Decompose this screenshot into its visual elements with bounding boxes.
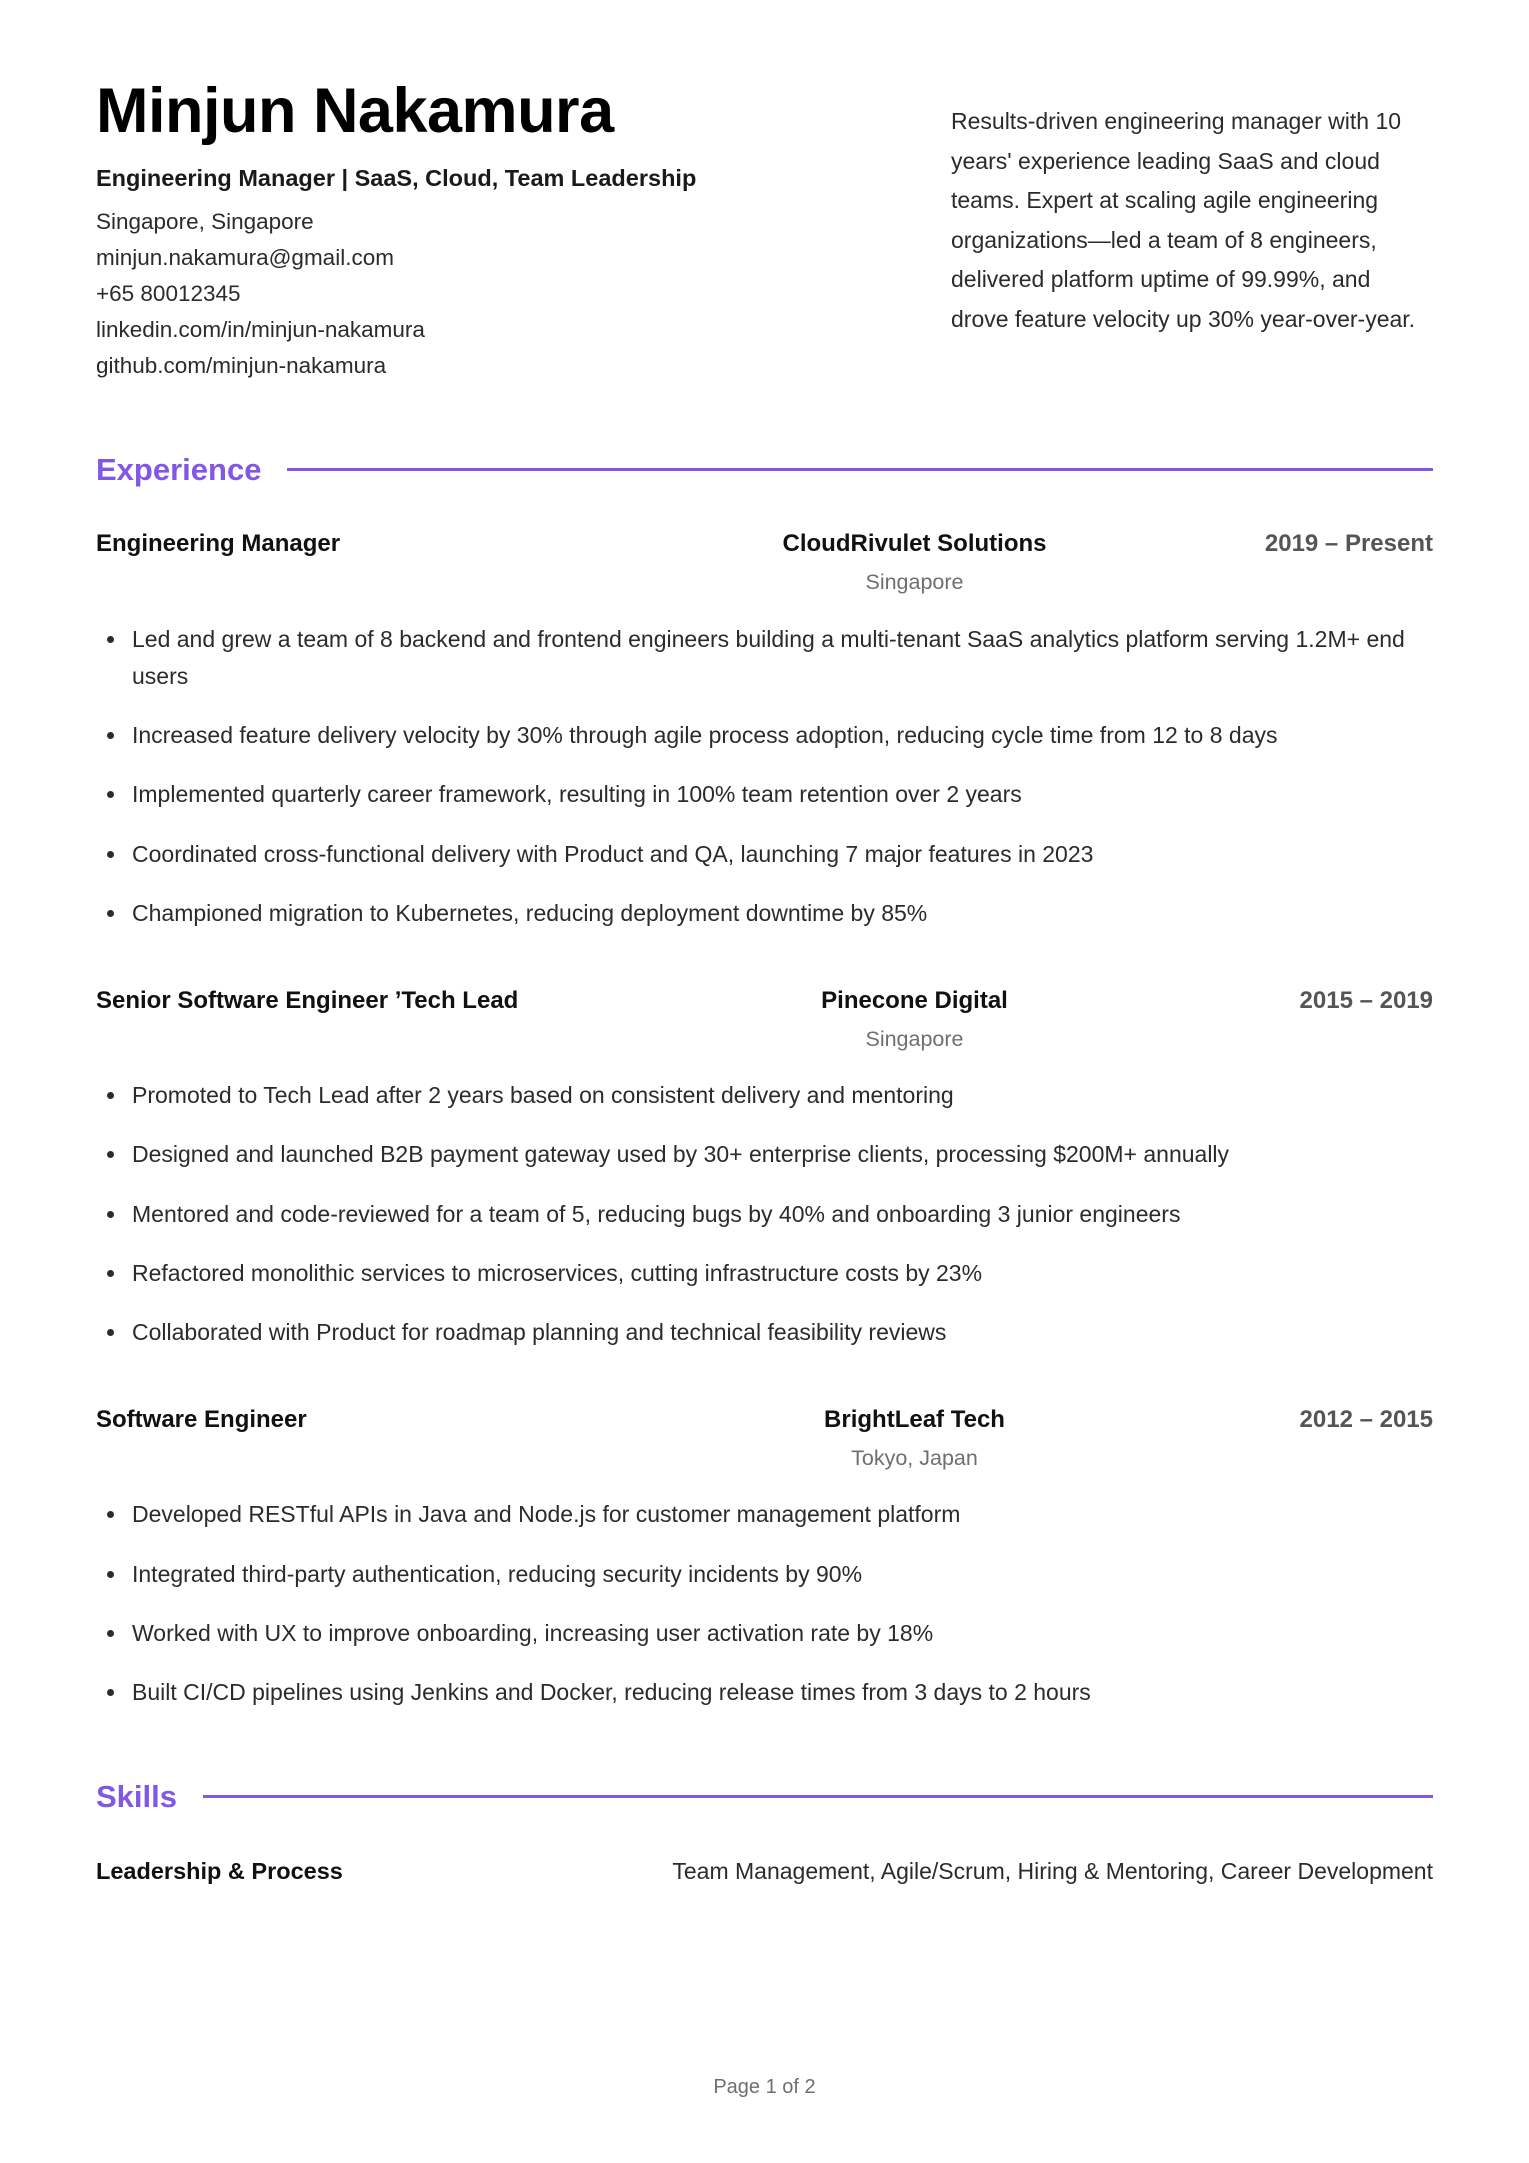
contact-linkedin[interactable]: linkedin.com/in/minjun-nakamura (96, 317, 425, 343)
contact-github[interactable]: github.com/minjun-nakamura (96, 353, 387, 379)
experience-item-header (96, 527, 1433, 598)
job-bullet: Mentored and code-reviewed for a team of 5, reducing bugs by 40% and onboarding 3 junior engineers (96, 1196, 1433, 1233)
skill-row (96, 1854, 1433, 1889)
job-company-block (636, 984, 1193, 1055)
skill-category: Leadership & Process (96, 1858, 343, 1885)
job-location: Singapore (865, 1026, 964, 1051)
experience-item-header (96, 1403, 1433, 1474)
contact-location: Singapore, Singapore (96, 209, 314, 235)
section-header-experience (96, 452, 1433, 488)
job-company-block (636, 527, 1193, 598)
job-title: Senior Software Engineer ʼTech Lead (96, 987, 519, 1015)
resume-header (96, 78, 1433, 384)
job-dates: 2019 – Present (1264, 530, 1433, 558)
experience-item-header (96, 984, 1433, 1055)
job-bullet: Worked with UX to improve onboarding, increasing user activation rate by 18% (96, 1615, 1433, 1652)
job-bullet-list (96, 1077, 1433, 1351)
professional-headline: Engineering Manager | SaaS, Cloud, Team Leadership (96, 164, 697, 191)
job-bullet: Designed and launched B2B payment gateway used by 30+ enterprise clients, processing $200M+ annually (96, 1136, 1433, 1173)
page-footer (0, 2076, 1529, 2099)
professional-summary: Results-driven engineering manager with 10 years' experience leading SaaS and cloud teams. Expert at scaling agile engineering organizations—led a team of 8 engineers, delivered platform uptime of 99.99%, and drove feature velocity up 30% year-over-year. (951, 108, 1416, 332)
job-bullet: Led and grew a team of 8 backend and frontend engineers building a multi-tenant SaaS analytics platform serving 1.2M+ end users (96, 621, 1433, 696)
job-bullet: Refactored monolithic services to microservices, cutting infrastructure costs by 23% (96, 1255, 1433, 1292)
page-title: Minjun Nakamura (96, 76, 614, 146)
experience-list (96, 527, 1433, 1711)
section-title-experience: Experience (96, 452, 262, 488)
job-company: Pinecone Digital (821, 987, 1008, 1015)
experience-item (96, 527, 1433, 932)
section-divider (203, 1795, 1433, 1798)
job-bullet-list (96, 621, 1433, 933)
page-number-label: Page 1 of 2 (713, 2076, 816, 2098)
job-bullet: Promoted to Tech Lead after 2 years based on consistent delivery and mentoring (96, 1077, 1433, 1114)
contact-phone[interactable]: +65 80012345 (96, 281, 241, 307)
job-bullet: Championed migration to Kubernetes, reducing deployment downtime by 85% (96, 895, 1433, 932)
section-experience (96, 454, 1433, 1711)
skill-values: Team Management, Agile/Scrum, Hiring & Mentoring, Career Development (672, 1858, 1433, 1885)
section-skills (96, 1781, 1433, 1889)
contact-email[interactable]: minjun.nakamura@gmail.com (96, 245, 394, 271)
job-bullet: Increased feature delivery velocity by 30% through agile process adoption, reducing cycle time from 12 to 8 days (96, 717, 1433, 754)
job-title: Software Engineer (96, 1406, 307, 1434)
job-bullet: Integrated third-party authentication, reducing security incidents by 90% (96, 1556, 1433, 1593)
header-contact-block (96, 78, 856, 384)
job-location: Singapore (865, 570, 964, 595)
job-bullet: Coordinated cross-functional delivery with Product and QA, launching 7 major features in 2023 (96, 836, 1433, 873)
job-bullet-list (96, 1496, 1433, 1711)
section-header-skills (96, 1779, 1433, 1815)
job-company: CloudRivulet Solutions (782, 530, 1047, 558)
job-company-block (636, 1403, 1193, 1474)
job-title: Engineering Manager (96, 530, 341, 558)
job-bullet: Collaborated with Product for roadmap planning and technical feasibility reviews (96, 1314, 1433, 1351)
section-title-skills: Skills (96, 1779, 177, 1815)
job-bullet: Developed RESTful APIs in Java and Node.js for customer management platform (96, 1496, 1433, 1533)
job-bullet: Implemented quarterly career framework, resulting in 100% team retention over 2 years (96, 776, 1433, 813)
experience-item (96, 984, 1433, 1351)
experience-item (96, 1403, 1433, 1711)
job-dates: 2012 – 2015 (1299, 1406, 1433, 1434)
job-bullet: Built CI/CD pipelines using Jenkins and Docker, reducing release times from 3 days to 2 hours (96, 1674, 1433, 1711)
job-dates: 2015 – 2019 (1299, 987, 1433, 1015)
job-company: BrightLeaf Tech (824, 1406, 1005, 1434)
section-divider (287, 468, 1433, 471)
header-summary-block (856, 78, 1433, 339)
job-location: Tokyo, Japan (851, 1446, 978, 1471)
